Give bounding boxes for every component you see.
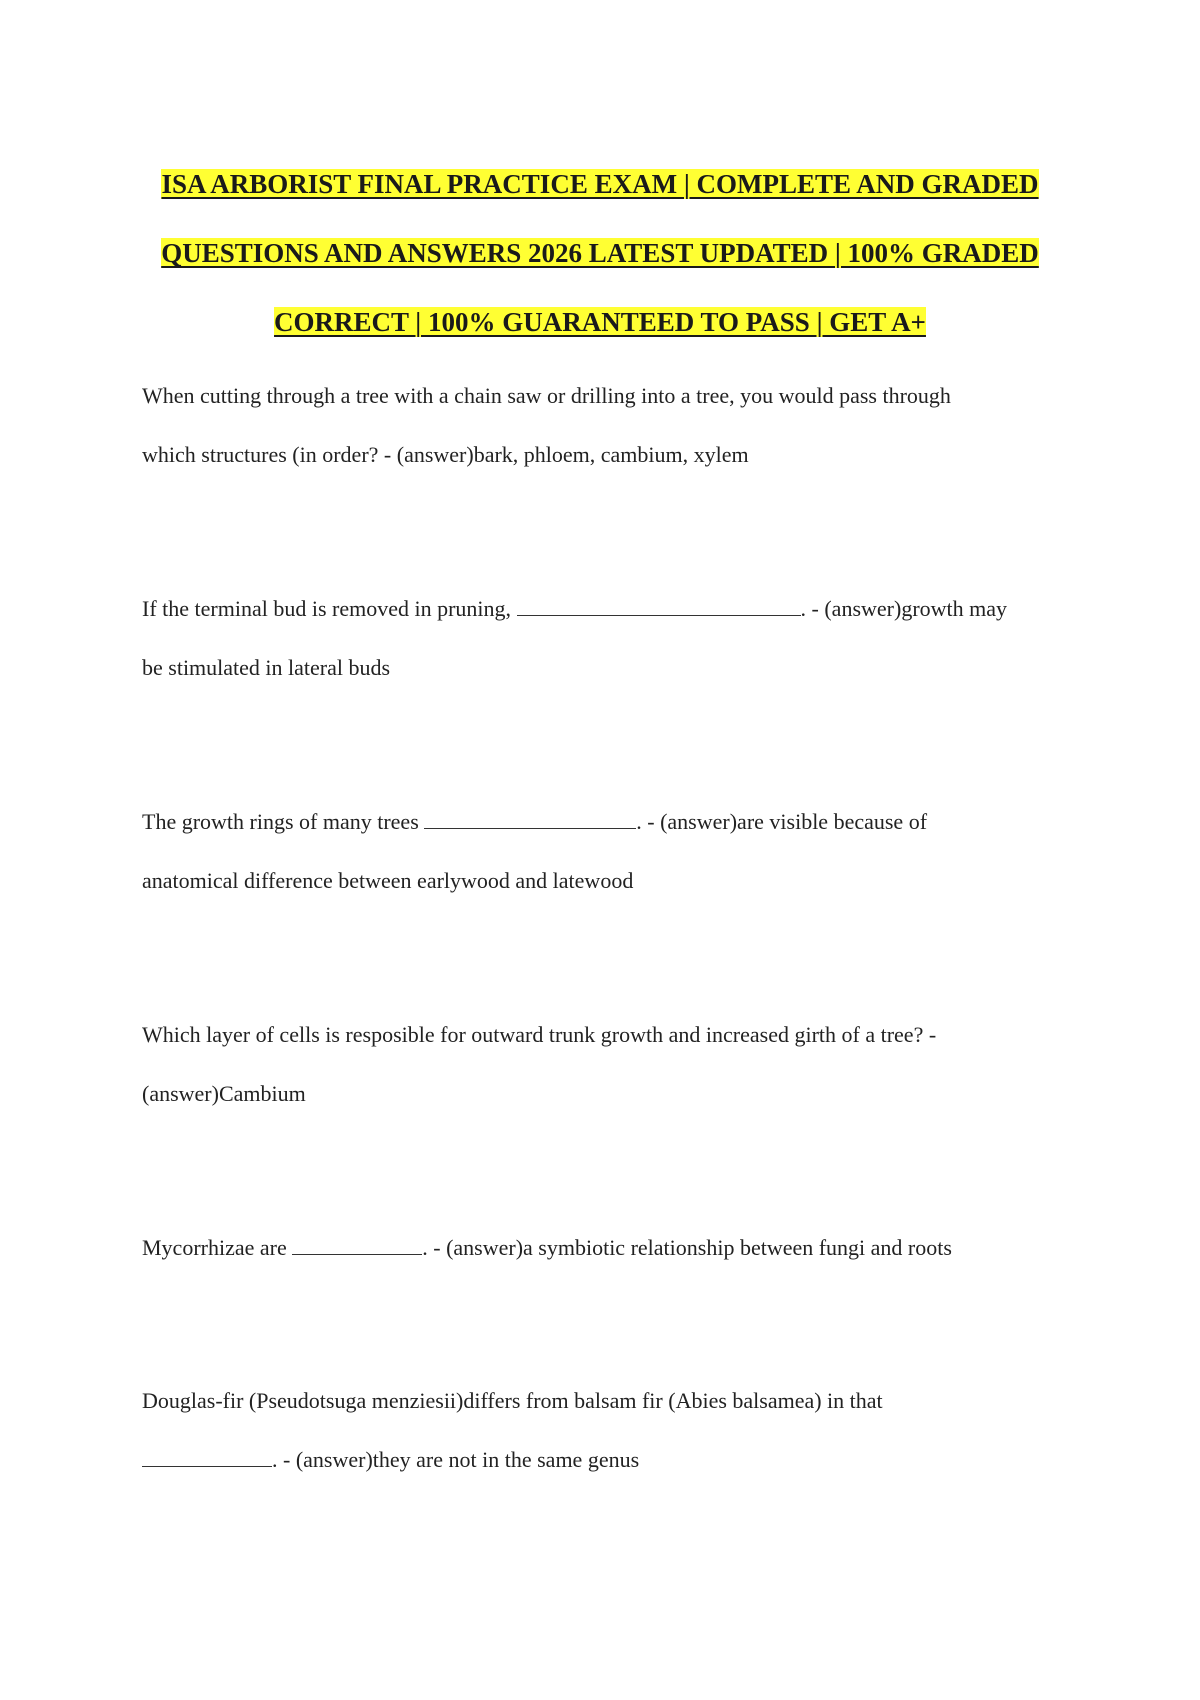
answer-blank xyxy=(142,1448,272,1467)
question-5-line-1 xyxy=(142,1218,1062,1277)
question-3-line-2: anatomical difference between earlywood and latewood xyxy=(142,868,634,893)
question-4-line-1: Which layer of cells is resposible for outward trunk growth and increased girth of a tree? - xyxy=(142,1022,937,1047)
question-3-text: The growth rings of many trees xyxy=(142,809,419,834)
answer-blank xyxy=(517,597,801,616)
question-3-line-1 xyxy=(142,792,1062,851)
question-3-answer: . - (answer)are visible because of xyxy=(636,809,928,834)
question-2-text: If the terminal bud is removed in pruning, xyxy=(142,596,512,621)
question-6 xyxy=(142,1371,1062,1489)
title-line-1: ISA ARBORIST FINAL PRACTICE EXAM | COMPLETE AND GRADED xyxy=(161,169,1039,199)
question-6-line-2 xyxy=(142,1430,1062,1489)
question-6-answer: . - (answer)they are not in the same genus xyxy=(272,1447,640,1472)
question-1-line-2: which structures (in order? - (answer)bark, phloem, cambium, xylem xyxy=(142,442,749,467)
answer-blank xyxy=(424,810,636,829)
document-title xyxy=(130,150,1070,357)
question-5-answer: . - (answer)a symbiotic relationship between fungi and roots xyxy=(422,1235,952,1260)
answer-blank xyxy=(292,1236,422,1255)
question-2-line-1 xyxy=(142,579,1062,638)
question-1-line-1: When cutting through a tree with a chain saw or drilling into a tree, you would pass through xyxy=(142,383,951,408)
question-2-line-2: be stimulated in lateral buds xyxy=(142,655,391,680)
title-line-2: QUESTIONS AND ANSWERS 2026 LATEST UPDATED | 100% GRADED xyxy=(161,238,1039,268)
title-line-3: CORRECT | 100% GUARANTEED TO PASS | GET A+ xyxy=(274,307,926,337)
question-6-line-1: Douglas-fir (Pseudotsuga menziesii)differs from balsam fir (Abies balsamea) in that xyxy=(142,1388,883,1413)
question-5-text: Mycorrhizae are xyxy=(142,1235,287,1260)
question-5 xyxy=(142,1218,1062,1277)
question-1 xyxy=(142,366,1062,484)
question-4 xyxy=(142,1005,1062,1123)
question-3 xyxy=(142,792,1062,910)
question-4-line-2: (answer)Cambium xyxy=(142,1081,306,1106)
question-2-answer: . - (answer)growth may xyxy=(800,596,1008,621)
question-2 xyxy=(142,579,1062,697)
